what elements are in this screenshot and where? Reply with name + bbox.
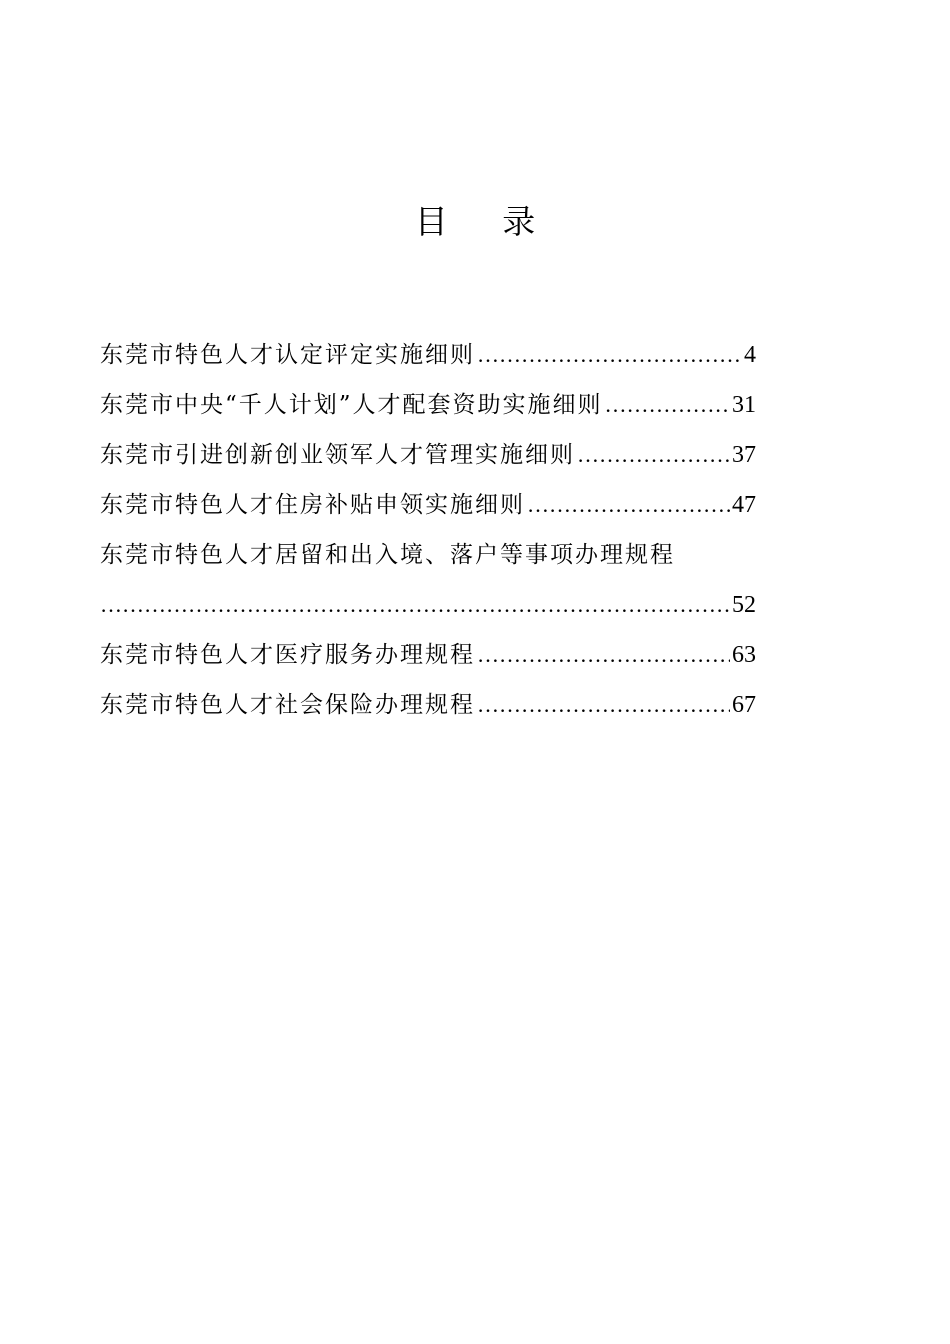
toc-page-number: 47 — [732, 492, 756, 518]
toc-entry-talent-recognition[interactable] — [100, 330, 756, 380]
toc-entry-title: 东莞市特色人才社会保险办理规程 — [100, 692, 475, 718]
toc-entry-social-insurance[interactable] — [100, 680, 756, 730]
toc-entry-thousand-talents[interactable] — [100, 380, 756, 430]
toc-entry-title: 东莞市中央“千人计划”人才配套资助实施细则 — [100, 392, 603, 418]
toc-entry-leading-talents[interactable] — [100, 430, 756, 480]
toc-dot-leader — [477, 680, 730, 730]
toc-dot-leader — [477, 330, 742, 380]
toc-page-number: 37 — [732, 442, 756, 468]
toc-page-number: 4 — [744, 342, 756, 368]
toc-dot-leader — [477, 630, 730, 680]
toc-page-number: 63 — [732, 642, 756, 668]
toc-dot-leader — [100, 580, 730, 630]
toc-entry-title: 东莞市特色人才居留和出入境、落户等事项办理规程 — [100, 542, 675, 568]
toc-entry-title: 东莞市特色人才认定评定实施细则 — [100, 342, 475, 368]
toc-entry-title: 东莞市特色人才住房补贴申领实施细则 — [100, 492, 525, 518]
toc-entry-title: 东莞市特色人才医疗服务办理规程 — [100, 642, 475, 668]
toc-entry-title: 东莞市引进创新创业领军人才管理实施细则 — [100, 442, 575, 468]
toc-dot-leader — [605, 380, 730, 430]
page-title: 目 录 — [414, 202, 558, 241]
toc-page-number: 52 — [732, 592, 756, 618]
toc-dot-leader — [577, 430, 730, 480]
toc-dot-leader — [527, 480, 730, 530]
table-of-contents — [100, 330, 756, 730]
toc-entry-residence-exit-entry[interactable] — [100, 530, 756, 630]
toc-page-number: 67 — [732, 692, 756, 718]
toc-page-number: 31 — [732, 392, 756, 418]
toc-entry-medical-service[interactable] — [100, 630, 756, 680]
toc-entry-leader-line — [100, 580, 756, 630]
toc-entry-title-line — [100, 530, 756, 580]
toc-entry-housing-subsidy[interactable] — [100, 480, 756, 530]
